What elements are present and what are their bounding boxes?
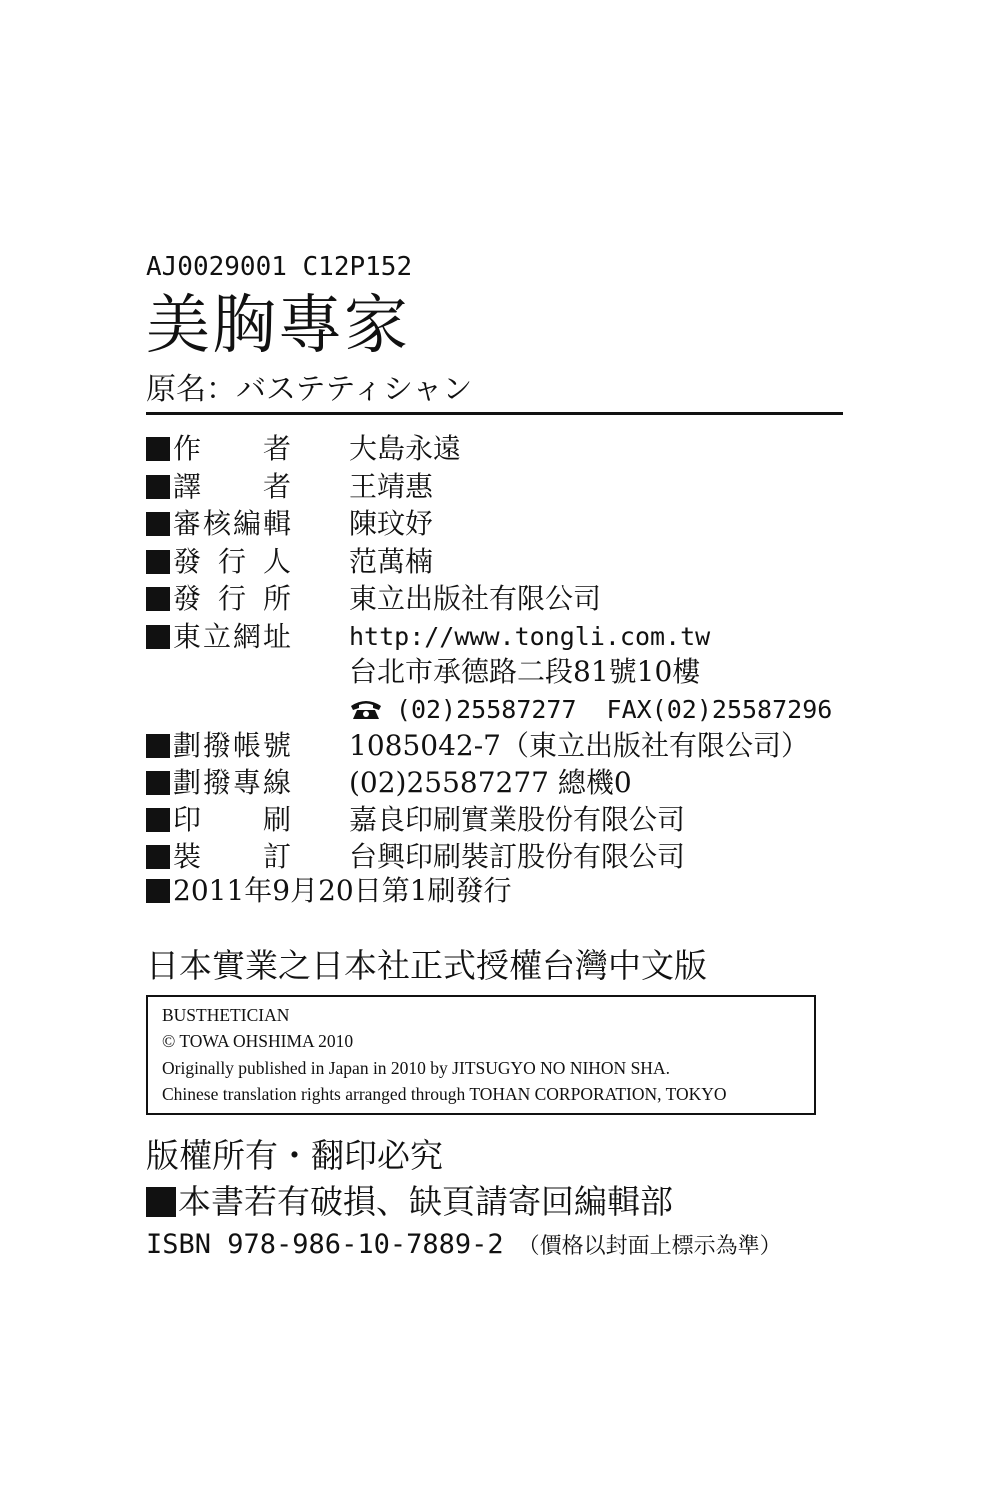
credit-label [173, 580, 291, 617]
credit-value: 東立出版社有限公司 [349, 582, 602, 615]
bullet-square [146, 808, 170, 832]
credit-value: 台興印刷裝訂股份有限公司 [349, 840, 686, 873]
label-char: 行 [217, 544, 246, 578]
price-note: （價格以封面上標示為準） [517, 1234, 782, 1259]
copyright-line-rights: Chinese translation rights arranged through TOHAN CORPORATION, TOKYO [162, 1084, 727, 1104]
label-char: 者 [262, 469, 291, 503]
label-char: 發 [173, 544, 202, 578]
bullet-square [146, 734, 170, 758]
label-char: 審 [173, 507, 202, 540]
telephone-icon [349, 692, 396, 725]
license-statement: 日本實業之日本社正式授權台灣中文版 [146, 946, 707, 985]
credit-label [173, 468, 291, 505]
copyright-line-author: © TOWA OHSHIMA 2010 [162, 1031, 354, 1051]
bullet-square [146, 437, 170, 461]
bullet-square [146, 771, 170, 795]
label-char: 撥 [202, 729, 231, 762]
label-char: 作 [173, 432, 202, 465]
divider-rule [146, 412, 843, 415]
bullet-square [146, 475, 170, 499]
label-char: 所 [262, 582, 291, 615]
bullet-square [146, 1187, 176, 1217]
credit-value: 嘉良印刷實業股份有限公司 [349, 803, 686, 836]
label-char: 譯 [173, 469, 202, 503]
label-char: 東 [173, 619, 202, 653]
credit-value: 王靖惠 [349, 469, 434, 503]
label-char: 者 [262, 432, 291, 465]
credit-value: (02)25587277 總機0 [349, 766, 632, 799]
label-char: 核 [202, 507, 231, 540]
credit-label [173, 801, 291, 838]
bullet-square [146, 512, 170, 536]
fax-number: FAX(02)25587296 [606, 695, 833, 724]
label-char: 網 [232, 619, 261, 653]
publisher-address: 台北市承德路二段81號10樓 [349, 655, 701, 688]
isbn-line [146, 1224, 782, 1267]
label-char: 刷 [262, 803, 291, 836]
label-char: 帳 [232, 729, 261, 762]
bullet-square [146, 845, 170, 869]
credit-label [173, 618, 291, 655]
catalog-code: AJ0029001 C12P152 [146, 252, 413, 282]
book-title: 美胸專家 [146, 289, 410, 363]
credit-label [173, 764, 291, 801]
credit-value: 1085042-7（東立出版社有限公司） [349, 729, 809, 762]
print-date: 2011年9月20日第1刷發行 [173, 874, 512, 907]
credit-value: 陳玟妤 [349, 507, 434, 540]
label-char: 裝 [173, 840, 202, 873]
label-char: 行 [217, 582, 246, 615]
label-char: 號 [262, 729, 291, 762]
damage-notice: 本書若有破損、缺頁請寄回編輯部 [178, 1182, 673, 1221]
label-char: 印 [173, 803, 202, 836]
credit-label [173, 430, 291, 467]
label-char: 訂 [262, 840, 291, 873]
copyright-box [146, 995, 816, 1115]
credit-value: http://www.tongli.com.tw [349, 621, 711, 651]
credit-label [173, 838, 291, 875]
label-char: 編 [232, 507, 261, 540]
print-date-line [146, 872, 512, 909]
label-char: 立 [202, 619, 231, 653]
label-char: 輯 [262, 507, 291, 540]
label-char: 發 [173, 582, 202, 615]
credit-value: 大島永遠 [349, 432, 462, 465]
label-char: 專 [232, 766, 261, 799]
label-char: 劃 [173, 766, 202, 799]
bullet-square [146, 625, 170, 649]
label-char: 劃 [173, 729, 202, 762]
label-char: 址 [262, 619, 291, 653]
credit-label [173, 543, 291, 580]
damage-notice-line [146, 1180, 673, 1224]
contact-line [349, 690, 832, 728]
copyright-line-origin: Originally published in Japan in 2010 by JITSUGYO NO NIHON SHA. [162, 1058, 670, 1078]
phone-number: (02)25587277 [395, 695, 577, 724]
credit-label [173, 505, 291, 542]
rights-reserved: 版權所有・翻印必究 [146, 1136, 443, 1175]
original-title: 原名：バステティシャン [146, 372, 473, 407]
credit-value: 范萬楠 [349, 544, 434, 578]
label-char: 人 [262, 544, 291, 578]
label-char: 線 [262, 766, 291, 799]
isbn-number: ISBN 978-986-10-7889-2 [146, 1229, 504, 1260]
bullet-square [146, 879, 170, 903]
copyright-line-title: BUSTHETICIAN [162, 1005, 290, 1025]
bullet-square [146, 550, 170, 574]
bullet-square [146, 587, 170, 611]
label-char: 撥 [202, 766, 231, 799]
credit-label [173, 727, 291, 764]
